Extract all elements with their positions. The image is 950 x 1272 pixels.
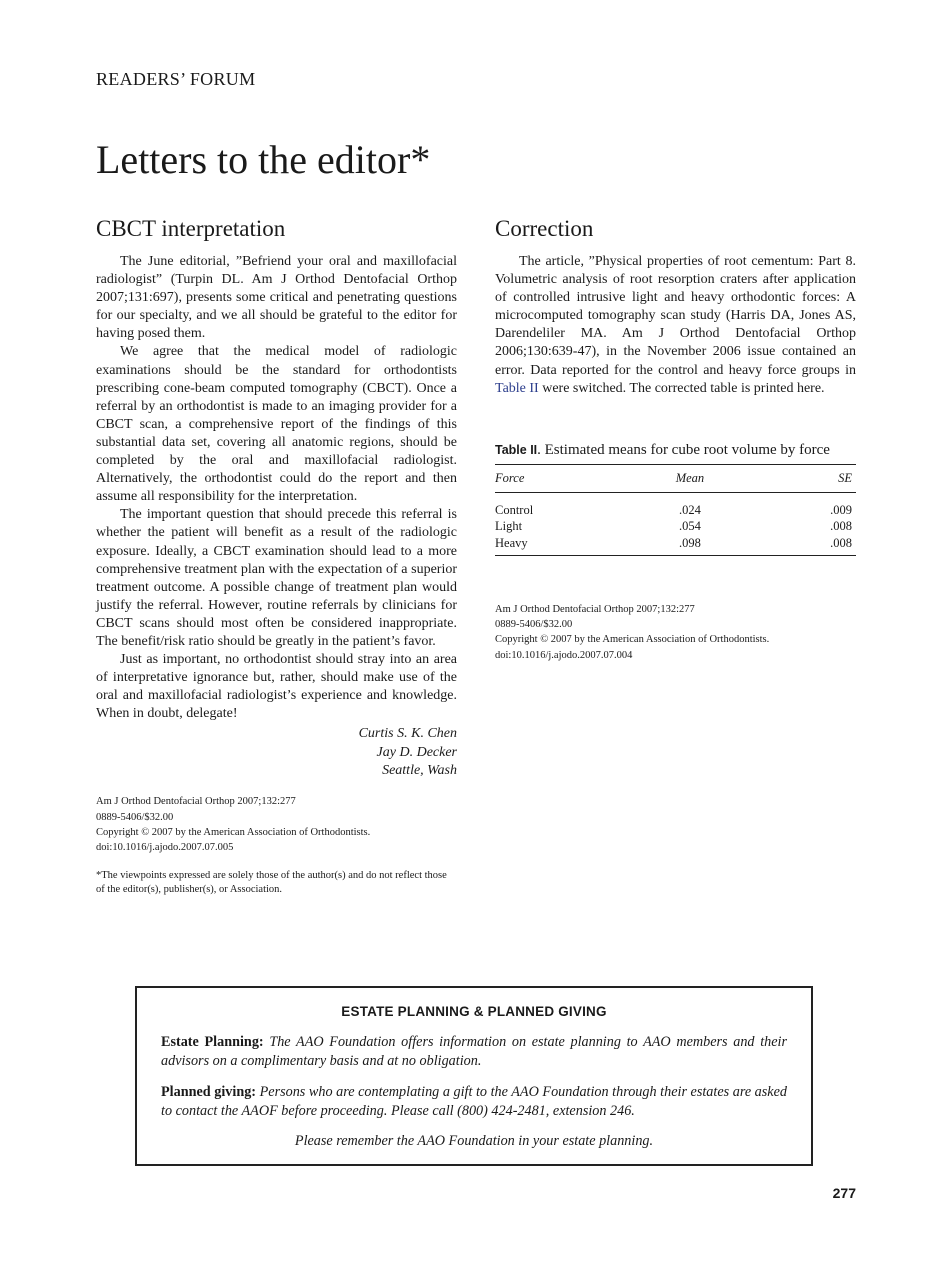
column-header: Mean — [639, 464, 740, 492]
citation-issn: 0889-5406/$32.00 — [96, 811, 174, 823]
signatures — [96, 725, 457, 780]
letter-paragraph: The important question that should precede this referral is whether the patient will benefit as a result of the radiologic exposure. Ideally, a CBCT examination should lead to a more comprehensive treatment plan with the expectation of a superior treatment outcome. A possible change of treatment plan would justify the referral. However, routine referrals by clinicians for CBCT scans should most often be considered inappropriate. The benefit/risk ratio should be greatly in the patient’s favor. — [96, 507, 457, 649]
signature-author: Jay D. Decker — [376, 744, 457, 760]
page-number: 277 — [832, 1185, 856, 1201]
correction-text: were switched. The corrected table is printed here. — [538, 380, 825, 396]
correction-paragraph — [495, 253, 856, 398]
estate-planning-paragraph — [161, 1033, 787, 1071]
estate-planning-label: Estate Planning: — [161, 1034, 264, 1050]
column-header: SE — [740, 464, 856, 492]
estate-planning-box — [135, 986, 813, 1166]
planned-giving-text: Persons who are contemplating a gift to the AAO Foundation through their estates are asked to contact the AAOF before proceeding. Please call (800) 424-2481, extension 246. — [161, 1084, 787, 1119]
table-caption-text: . Estimated means for cube root volume by force — [537, 441, 830, 458]
citation-block — [96, 794, 457, 855]
table-row — [495, 535, 856, 556]
letter-paragraph: We agree that the medical model of radiologic examinations should be the standard for orthodontists prescribing cone-beam computed tomography (CBCT). Once a referral by an orthodontist is made to an imaging provider for a CBCT scan, a comprehensive report of the findings of this substantial data set, covering all anatomic regions, should be completed by the oral and maxillofacial radiologist. Alternatively, the orthodontist could do the report and then assume all responsibility for the interpretation. — [96, 344, 457, 505]
section-label: READERS’ FORUM — [96, 69, 256, 89]
citation-issn: 0889-5406/$32.00 — [495, 619, 573, 631]
estate-planning-text: The AAO Foundation offers information on estate planning to AAO members and their advisors on a complimentary basis and at no obligation. — [161, 1034, 787, 1069]
data-table — [495, 464, 856, 556]
table-block — [495, 440, 856, 556]
table-row — [495, 518, 856, 534]
citation-journal: Am J Orthod Dentofacial Orthop 2007;132:277 — [495, 603, 695, 615]
letter-paragraph: Just as important, no orthodontist should stray into an area of interpretative ignorance but, rather, should make use of the oral and maxillofacial radiologist’s experience and knowledge. When in doubt, delegate! — [96, 652, 457, 722]
letter-title-cbct: CBCT interpretation — [96, 216, 286, 241]
planned-giving-paragraph — [161, 1083, 787, 1121]
letter-cbct — [96, 214, 457, 898]
table-cell: .098 — [639, 535, 740, 556]
table-cell: .008 — [740, 535, 856, 556]
correction-text: The article, ”Physical properties of root cementum: Part 8. Volumetric analysis of root resorption craters after application of controlled intrusive light and heavy orthodontic forces: A microcomputed tomography scan study (Harris DA, Jones AS, Darendeliler MA. Am J Orthod Dentofacial Orthop 2006;130:639-47), in the November 2006 issue contained an error. Data reported for the control and heavy force groups in — [495, 254, 856, 378]
letter-paragraph: The June editorial, ”Befriend your oral and maxillofacial radiologist” (Turpin DL. Am J Orthod Dentofacial Orthop 2007;131:697), presents some critical and penetrating questions for our specialty, and we all should be grateful to the editor for having posed them. — [96, 254, 457, 342]
table-cell: .008 — [830, 519, 852, 534]
table-cell: Heavy — [495, 535, 639, 556]
citation-journal: Am J Orthod Dentofacial Orthop 2007;132:277 — [96, 796, 296, 808]
table-cell: .024 — [678, 502, 701, 517]
table-row — [495, 492, 856, 518]
table-cell: Control — [495, 502, 534, 517]
table-cell: Light — [495, 519, 523, 534]
citation-doi[interactable]: doi:10.1016/j.ajodo.2007.07.005 — [96, 841, 234, 853]
footnote: *The viewpoints expressed are solely those of the author(s) and do not reflect those of the editor(s), publisher(s), or Association. — [96, 870, 447, 896]
page-title: Letters to the editor* — [96, 137, 431, 182]
letter-title-correction: Correction — [495, 216, 594, 241]
box-title: ESTATE PLANNING & PLANNED GIVING — [341, 1004, 607, 1019]
table-header-row — [495, 464, 856, 492]
table-cell: .054 — [678, 519, 701, 534]
table-label: Table II — [495, 442, 538, 457]
citation-block — [495, 602, 856, 663]
citation-copyright: Copyright © 2007 by the American Association of Orthodontists. — [495, 634, 770, 646]
signature-location: Seattle, Wash — [382, 763, 457, 779]
signature-author: Curtis S. K. Chen — [358, 726, 457, 742]
table-link[interactable]: Table II — [495, 380, 539, 396]
citation-doi[interactable]: doi:10.1016/j.ajodo.2007.07.004 — [495, 649, 633, 661]
box-closing: Please remember the AAO Foundation in your estate planning. — [294, 1133, 654, 1149]
column-header: Force — [495, 464, 639, 492]
letter-correction — [495, 214, 856, 663]
planned-giving-label: Planned giving: — [161, 1084, 257, 1100]
table-cell: .009 — [830, 502, 852, 517]
citation-copyright: Copyright © 2007 by the American Association of Orthodontists. — [96, 826, 371, 838]
table-caption — [495, 440, 856, 460]
